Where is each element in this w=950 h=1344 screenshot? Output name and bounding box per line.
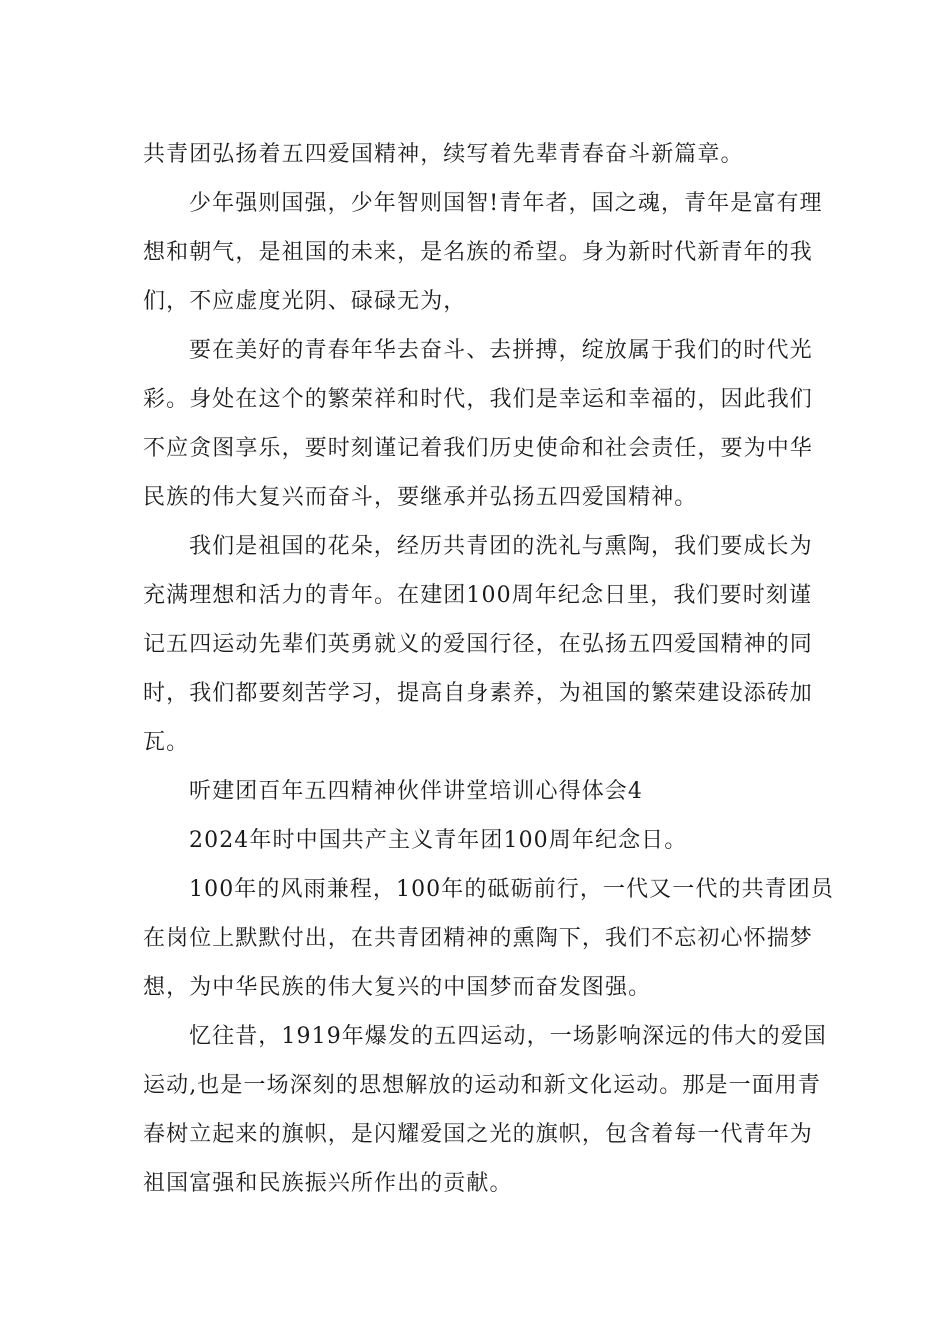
text-line: 2024年时中国共产主义青年团100周年纪念日。 — [189, 828, 688, 853]
text-line: 记五四运动先辈们英勇就义的爱国行径，在弘扬五四爱国精神的同 — [143, 632, 813, 657]
text-line: 们，不应虚度光阴、碌碌无为， — [143, 289, 467, 314]
text-line: 瓦。 — [143, 730, 190, 755]
text-line: 想和朝气，是祖国的未来，是名族的希望。身为新时代新青年的我 — [143, 240, 813, 265]
text-line: 运动,也是一场深刻的思想解放的运动和新文化运动。那是一面用青 — [143, 1073, 821, 1098]
paragraph-hundred-years — [143, 865, 834, 1012]
text-line: 忆往昔，1919年爆发的五四运动，一场影响深远的伟大的爱国 — [189, 1024, 827, 1049]
paragraph-anniversary — [143, 816, 813, 865]
text-line: 共青团弘扬着五四爱国精神，续写着先辈青春奋斗新篇章。 — [143, 142, 744, 167]
text-line: 充满理想和活力的青年。在建团100周年纪念日里，我们要时刻谨 — [143, 583, 812, 608]
section-heading — [143, 767, 813, 816]
text-line: 不应贪图享乐，要时刻谨记着我们历史使命和社会责任，要为中华 — [143, 436, 813, 461]
text-line: 听建团百年五四精神伙伴讲堂培训心得体会4 — [189, 779, 643, 804]
paragraph-may-fourth — [143, 1012, 827, 1208]
text-line: 民族的伟大复兴而奋斗，要继承并弘扬五四爱国精神。 — [143, 485, 698, 510]
document-body — [143, 130, 834, 1208]
paragraph-flowers — [143, 522, 813, 767]
text-line: 时，我们都要刻苦学习，提高自身素养，为祖国的繁荣建设添砖加 — [143, 681, 813, 706]
text-line: 想，为中华民族的伟大复兴的中国梦而奋发图强。 — [143, 975, 652, 1000]
text-line: 我们是祖国的花朵，经历共青团的洗礼与熏陶，我们要成长为 — [189, 534, 813, 559]
text-line: 少年强则国强，少年智则国智!青年者，国之魂，青年是富有理 — [189, 191, 823, 216]
paragraph-strive — [143, 326, 813, 522]
text-line: 100年的风雨兼程，100年的砥砺前行，一代又一代的共青团员 — [189, 877, 834, 902]
text-line: 在岗位上默默付出，在共青团精神的熏陶下，我们不忘初心怀揣梦 — [143, 926, 813, 951]
text-line: 祖国富强和民族振兴所作出的贡献。 — [143, 1171, 513, 1196]
paragraph-youth-strong — [143, 179, 823, 326]
text-line: 要在美好的青春年华去奋斗、去拼搏，绽放属于我们的时代光 — [189, 338, 813, 363]
paragraph-continuation — [143, 130, 813, 179]
text-line: 春树立起来的旗帜，是闪耀爱国之光的旗帜，包含着每一代青年为 — [143, 1122, 813, 1147]
text-line: 彩。身处在这个的繁荣祥和时代，我们是幸运和幸福的，因此我们 — [143, 387, 813, 412]
